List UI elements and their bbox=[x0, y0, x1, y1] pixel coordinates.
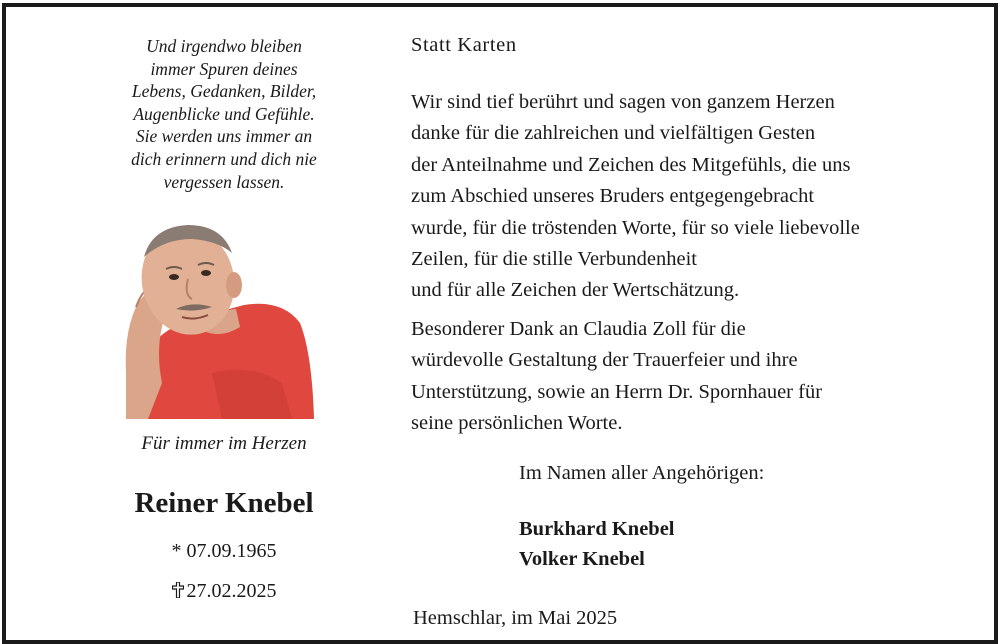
poem-line: vergessen lassen. bbox=[163, 171, 285, 192]
paragraph-line: Besonderer Dank an Claudia Zoll für die bbox=[411, 318, 746, 340]
announcement-frame bbox=[2, 3, 998, 644]
signer-name: Volker Knebel bbox=[519, 548, 645, 570]
paragraph-line: Wir sind tief berührt und sagen von ganzem Herzen bbox=[411, 91, 835, 113]
signer-name: Burkhard Knebel bbox=[519, 518, 675, 540]
special-thanks-paragraph bbox=[411, 314, 822, 440]
poem-line: Und irgendwo bleiben bbox=[146, 36, 302, 56]
heading-statt-karten: Statt Karten bbox=[411, 34, 517, 56]
place-date: Hemschlar, im Mai 2025 bbox=[413, 607, 618, 629]
paragraph-line: und für alle Zeichen der Wertschätzung. bbox=[411, 279, 740, 302]
paragraph-line: seine persönlichen Worte. bbox=[411, 412, 623, 435]
paragraph-line: der Anteilnahme und Zeichen des Mitgefühls, die uns bbox=[411, 153, 851, 176]
poem-line: dich erinnern und dich nie bbox=[131, 148, 317, 169]
poem-line: Sie werden uns immer an bbox=[135, 126, 313, 147]
cross-icon bbox=[172, 582, 184, 598]
paragraph-line: Zeilen, für die stille Verbundenheit bbox=[411, 248, 697, 271]
paragraph-line: würdevolle Gestaltung der Trauerfeier und ihre bbox=[411, 349, 798, 372]
birth-date: * 07.09.1965 bbox=[171, 540, 277, 562]
memorial-poem bbox=[94, 35, 354, 193]
paragraph-line: Unterstützung, sowie an Herrn Dr. Spornhauer für bbox=[411, 380, 823, 403]
poem-line: immer Spuren deines bbox=[150, 58, 298, 79]
portrait-photo bbox=[122, 223, 314, 419]
paragraph-line: zum Abschied unseres Bruders entgegengebracht bbox=[411, 185, 815, 208]
thanks-paragraph bbox=[411, 87, 860, 307]
signers bbox=[519, 514, 675, 574]
death-date: 27.02.2025 bbox=[186, 580, 277, 602]
poem-line: Augenblicke und Gefühle. bbox=[133, 103, 315, 124]
poem-line: Lebens, Gedanken, Bilder, bbox=[131, 81, 317, 102]
right-column bbox=[411, 7, 991, 640]
tagline: Für immer im Herzen bbox=[141, 433, 307, 454]
death-date-line bbox=[66, 580, 382, 603]
deceased-name: Reiner Knebel bbox=[134, 487, 314, 519]
paragraph-line: wurde, für die tröstenden Worte, für so viele liebevolle bbox=[411, 216, 860, 239]
on-behalf-line: Im Namen aller Angehörigen: bbox=[519, 462, 765, 484]
portrait-illustration bbox=[122, 223, 314, 419]
paragraph-line: danke für die zahlreichen und vielfältigen Gesten bbox=[411, 122, 816, 145]
left-column bbox=[6, 7, 436, 640]
